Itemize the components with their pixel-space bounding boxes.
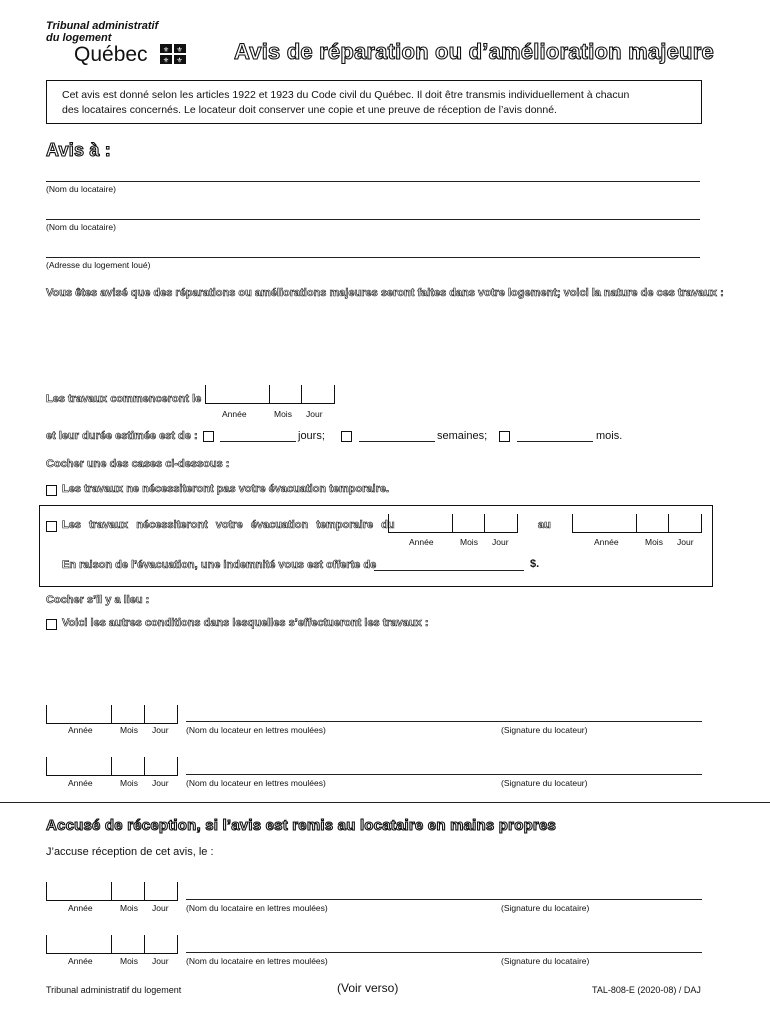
days-field[interactable]	[220, 441, 296, 442]
tenant1-day-label: Jour	[152, 903, 169, 913]
tenant2-sig-name-label: (Nom du locataire en lettres moulées)	[186, 956, 328, 966]
days-checkbox[interactable]	[203, 431, 214, 442]
receipt-text: J’accuse réception de cet avis, le :	[46, 846, 214, 858]
tenant1-sig-label: (Signature du locataire)	[501, 903, 590, 913]
dollar-sign: $.	[530, 558, 540, 570]
evac-to-date-field[interactable]	[572, 514, 702, 533]
evacuation-label: Les travaux nécessiteront votre évacuation temporaire du	[62, 519, 395, 531]
landlord2-name-label: (Nom du locateur en lettres moulées)	[186, 778, 326, 788]
receipt-heading: Accusé de réception, si l’avis est remis au locataire en mains propres	[46, 817, 557, 834]
landlord2-date-field[interactable]	[46, 757, 178, 776]
landlord2-sig-label: (Signature du locateur)	[501, 778, 588, 788]
svg-text:⚜: ⚜	[176, 57, 183, 64]
svg-text:⚜: ⚜	[162, 57, 170, 64]
intro-line2: des locataires concernés. Le locateur doit conserver une copie et une preuve de réception de l’avis donné.	[62, 104, 557, 116]
evac-from-date-field[interactable]	[388, 514, 518, 533]
evacuation-checkbox[interactable]	[46, 521, 57, 532]
landlord1-year-label: Année	[68, 725, 93, 735]
evac-to-label: au	[538, 519, 551, 531]
avis-heading: Avis à :	[46, 140, 111, 160]
tenant1-month-label: Mois	[120, 903, 138, 913]
months-label: mois.	[596, 430, 623, 442]
months-checkbox[interactable]	[499, 431, 510, 442]
svg-text:⚜: ⚜	[176, 47, 183, 54]
address-field[interactable]	[46, 257, 700, 258]
tenant2-date-field[interactable]	[46, 935, 178, 954]
evac-from-month-label: Mois	[460, 537, 478, 547]
evac-to-year-label: Année	[594, 537, 619, 547]
intro-line1: Cet avis est donné selon les articles 1922 et 1923 du Code civil du Québec. Il doit être transmis individuellement à chacun	[62, 89, 630, 101]
tenant1-year-label: Année	[68, 903, 93, 913]
tenant1-signature-line[interactable]	[186, 899, 702, 900]
quebec-wordmark: Québec	[74, 43, 148, 66]
tenant2-month-label: Mois	[120, 956, 138, 966]
landlord1-day-label: Jour	[152, 725, 169, 735]
other-conditions-checkbox[interactable]	[46, 619, 57, 630]
no-evacuation-label: Les travaux ne nécessiteront pas votre évacuation temporaire.	[62, 483, 390, 495]
section-divider	[0, 802, 770, 803]
evac-to-month-label: Mois	[645, 537, 663, 547]
tenant2-name-field[interactable]	[46, 219, 700, 220]
intro-box	[46, 80, 702, 124]
landlord1-date-field[interactable]	[46, 705, 178, 724]
evac-to-day-label: Jour	[677, 537, 694, 547]
days-label: jours;	[298, 430, 325, 442]
start-day-label: Jour	[306, 409, 323, 419]
org-name-line2: du logement	[46, 32, 112, 44]
org-name-line1: Tribunal administratif	[46, 20, 159, 32]
address-label: (Adresse du logement loué)	[46, 260, 151, 270]
evac-from-day-label: Jour	[492, 537, 509, 547]
start-label: Les travaux commenceront le	[46, 393, 202, 405]
evac-from-year-label: Année	[409, 537, 434, 547]
footer-form-code: TAL-808-E (2020-08) / DAJ	[592, 985, 701, 995]
other-conditions-label: Voici les autres conditions dans lesquelles s’effectueront les travaux :	[62, 617, 429, 629]
start-month-label: Mois	[274, 409, 292, 419]
tenant1-sig-name-label: (Nom du locataire en lettres moulées)	[186, 903, 328, 913]
footer-org: Tribunal administratif du logement	[46, 985, 182, 995]
tenant2-day-label: Jour	[152, 956, 169, 966]
landlord1-signature-line[interactable]	[186, 721, 702, 722]
tenant2-name-label: (Nom du locataire)	[46, 222, 116, 232]
landlord1-name-label: (Nom du locateur en lettres moulées)	[186, 725, 326, 735]
landlord2-day-label: Jour	[152, 778, 169, 788]
tenant1-date-field[interactable]	[46, 882, 178, 901]
footer-see-back: (Voir verso)	[337, 981, 399, 995]
weeks-label: semaines;	[437, 430, 488, 442]
start-date-field[interactable]	[205, 385, 335, 404]
tenant2-sig-label: (Signature du locataire)	[501, 956, 590, 966]
landlord1-sig-label: (Signature du locateur)	[501, 725, 588, 735]
check-if-label: Cocher s’il y a lieu :	[46, 594, 150, 606]
months-field[interactable]	[517, 441, 593, 442]
weeks-field[interactable]	[359, 441, 435, 442]
indemnity-field[interactable]	[374, 570, 524, 571]
works-statement: Vous êtes avisé que des réparations ou améliorations majeures seront faites dans votre logement; voici la nature de ces travaux :	[46, 287, 724, 299]
quebec-flag-icon	[160, 44, 186, 64]
no-evacuation-checkbox[interactable]	[46, 485, 57, 496]
start-year-label: Année	[222, 409, 247, 419]
landlord2-month-label: Mois	[120, 778, 138, 788]
tenant1-name-label: (Nom du locataire)	[46, 184, 116, 194]
page-title: Avis de réparation ou d’amélioration majeure	[234, 39, 714, 64]
landlord2-year-label: Année	[68, 778, 93, 788]
duration-label: et leur durée estimée est de :	[46, 430, 198, 442]
check-one-label: Cocher une des cases ci-dessous :	[46, 458, 230, 470]
indemnity-label: En raison de l’évacuation, une indemnité vous est offerte de	[62, 559, 377, 571]
svg-text:⚜: ⚜	[162, 47, 170, 54]
landlord1-month-label: Mois	[120, 725, 138, 735]
tenant1-name-field[interactable]	[46, 181, 700, 182]
tenant2-signature-line[interactable]	[186, 952, 702, 953]
tenant2-year-label: Année	[68, 956, 93, 966]
weeks-checkbox[interactable]	[341, 431, 352, 442]
landlord2-signature-line[interactable]	[186, 774, 702, 775]
